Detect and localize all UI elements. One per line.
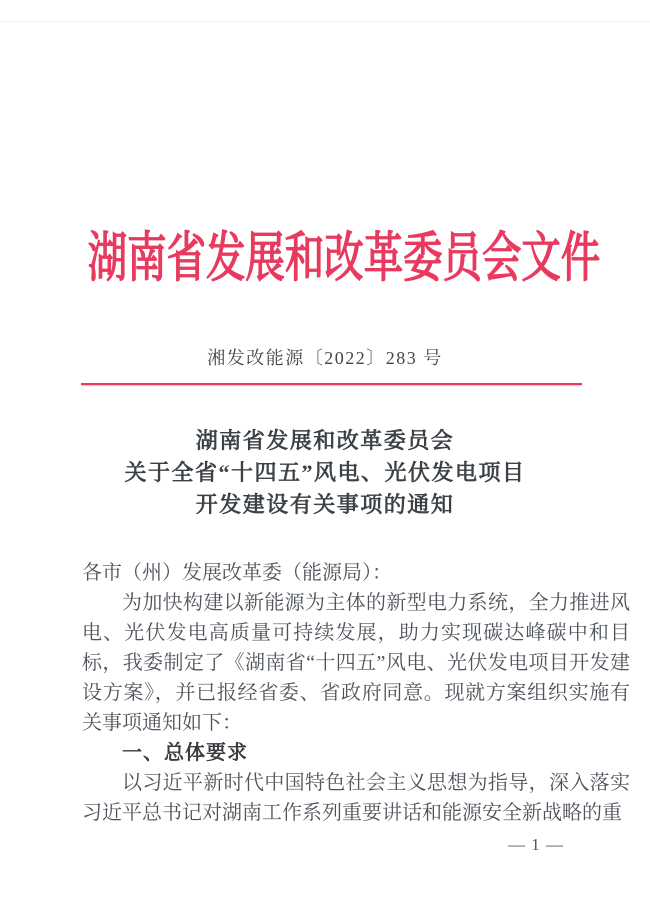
page-number: — 1 —: [508, 835, 564, 854]
document-title-line-1: 湖南省发展和改革委员会: [195, 428, 455, 453]
document-title-line-3: 开发建设有关事项的通知: [195, 492, 455, 517]
section-heading-overall-requirements: 一、总体要求: [122, 742, 248, 764]
intro-paragraph: 为加快构建以新能源为主体的新型电力系统，全力推进风电、光伏发电高质量可持续发展，助力实现碳达峰碳中和目标，我委制定了《湖南省“十四五”风电、光伏发电项目开发建设方案》，并已报经省委、省政府同意。现就方案组织实施有关事项通知如下：: [82, 592, 630, 734]
document-body: [82, 558, 630, 828]
scan-artifact-line: [0, 21, 650, 22]
document-title-line-2: 关于全省“十四五”风电、光伏发电项目: [124, 460, 526, 485]
red-divider-line: [81, 383, 582, 385]
salutation-line: 各市（州）发展改革委（能源局）：: [82, 562, 392, 584]
guidance-paragraph: 以习近平新时代中国特色社会主义思想为指导，深入落实习近平总书记对湖南工作系列重要讲话和能源安全新战略的重: [82, 772, 630, 824]
document-number: 湘发改能源〔2022〕283 号: [207, 348, 443, 368]
agency-banner-title: 湖南省发展和改革委员会文件: [87, 228, 601, 288]
document-title: [0, 425, 650, 521]
